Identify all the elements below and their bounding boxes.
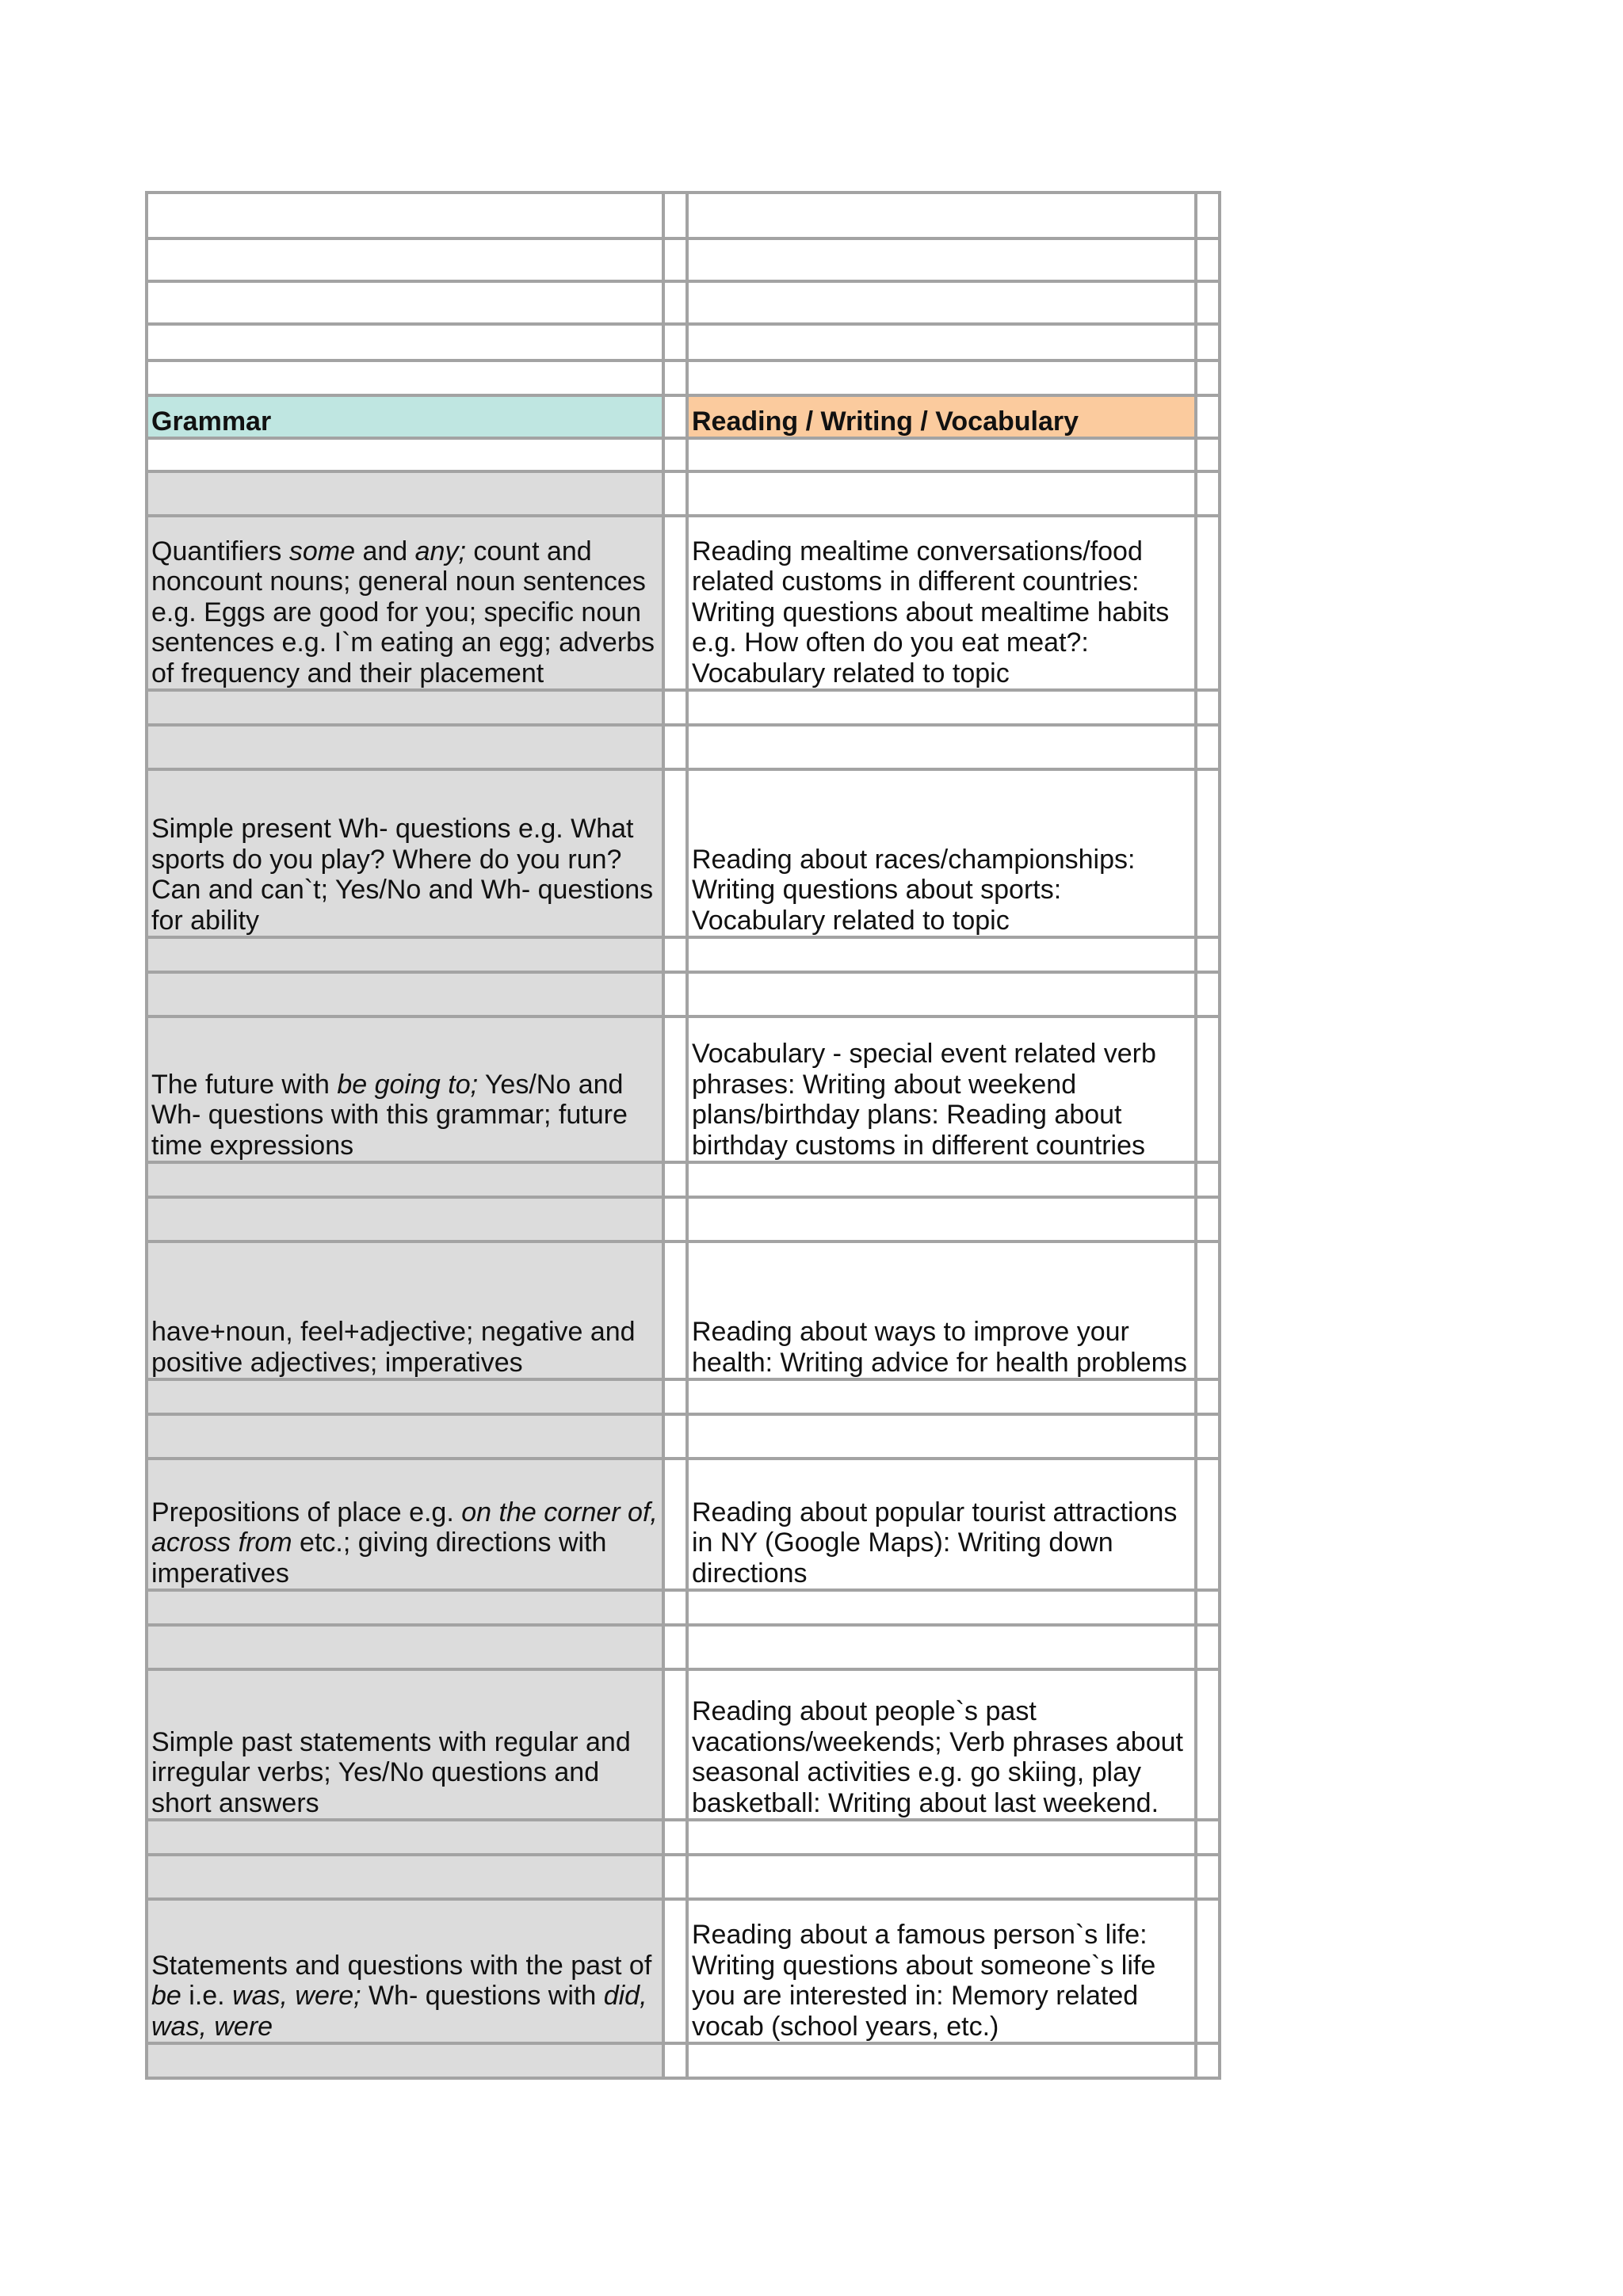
- spacer-cell[interactable]: [1196, 1197, 1220, 1241]
- reading-cell[interactable]: [687, 769, 1196, 937]
- spacer-cell[interactable]: [663, 1241, 687, 1379]
- reading-text: Reading mealtime conversations/food related customs in different countries: Writing questions about mealtime habits e.g. How often do you eat meat?: Vocabulary related to topic: [692, 536, 1170, 688]
- reading-cell[interactable]: [687, 972, 1196, 1016]
- reading-cell[interactable]: [687, 1241, 1196, 1379]
- reading-cell[interactable]: [687, 1669, 1196, 1820]
- separator-row: [147, 1820, 1220, 1855]
- reading-cell[interactable]: [687, 1855, 1196, 1899]
- unit-row: [147, 1669, 1220, 1820]
- grammar-cell[interactable]: [147, 1625, 663, 1669]
- reading-cell[interactable]: [687, 360, 1196, 395]
- separator-row: [147, 471, 1220, 516]
- reading-cell[interactable]: [687, 193, 1196, 238]
- spacer-cell[interactable]: [1196, 193, 1220, 238]
- grammar-text-segment: The future with: [151, 1069, 338, 1100]
- grammar-text-segment: be: [151, 1981, 181, 2011]
- grammar-text-segment: etc.; giving directions with imperatives: [151, 1527, 607, 1589]
- spacer-cell[interactable]: [1196, 471, 1220, 516]
- spacer-cell[interactable]: [1196, 769, 1220, 937]
- reading-cell[interactable]: [687, 1820, 1196, 1855]
- spacer-cell[interactable]: [663, 769, 687, 937]
- spacer-cell[interactable]: [1196, 516, 1220, 690]
- spacer-cell[interactable]: [663, 1459, 687, 1590]
- spacer-cell[interactable]: [1196, 1899, 1220, 2043]
- spacer-cell[interactable]: [663, 1820, 687, 1855]
- grammar-cell[interactable]: [147, 281, 663, 324]
- spacer-cell[interactable]: [663, 1197, 687, 1241]
- spacer-cell[interactable]: [1196, 238, 1220, 281]
- grammar-cell[interactable]: [147, 438, 663, 471]
- reading-cell[interactable]: [687, 516, 1196, 690]
- spacer-cell[interactable]: [1196, 1820, 1220, 1855]
- reading-cell[interactable]: [687, 2043, 1196, 2078]
- separator-row: [147, 1414, 1220, 1459]
- grammar-text-segment: Quantifiers: [151, 536, 289, 566]
- spacer-cell[interactable]: [1196, 1379, 1220, 1414]
- grammar-text-segment: Statements and questions with the past of: [151, 1950, 652, 1981]
- spacer-cell[interactable]: [1196, 1459, 1220, 1590]
- reading-header[interactable]: Reading / Writing / Vocabulary: [687, 395, 1196, 438]
- empty-row: [147, 238, 1220, 281]
- grammar-cell[interactable]: [147, 1855, 663, 1899]
- reading-text: Vocabulary - special event related verb phrases: Writing about weekend plans/birthday plans: Reading about birthday customs in different countries: [692, 1039, 1156, 1161]
- spacer-cell[interactable]: [663, 1590, 687, 1625]
- empty-row: [147, 360, 1220, 395]
- grammar-cell[interactable]: [147, 1241, 663, 1379]
- table-body: [147, 193, 1220, 2078]
- spacer-cell[interactable]: [1196, 1241, 1220, 1379]
- spacer-cell[interactable]: [1196, 2043, 1220, 2078]
- spacer-cell[interactable]: [1196, 1669, 1220, 1820]
- reading-cell[interactable]: [687, 471, 1196, 516]
- course-table: [145, 191, 1221, 2080]
- spacer-cell[interactable]: [663, 2043, 687, 2078]
- grammar-cell[interactable]: [147, 238, 663, 281]
- grammar-cell[interactable]: [147, 972, 663, 1016]
- reading-text: Reading about a famous person`s life: Writing questions about someone`s life you are interested in: Memory related vocab (school years, etc.): [692, 1920, 1156, 2042]
- separator-row: [147, 972, 1220, 1016]
- reading-cell[interactable]: [687, 438, 1196, 471]
- grammar-text-segment: Prepositions of place e.g.: [151, 1497, 462, 1527]
- grammar-cell[interactable]: [147, 1162, 663, 1197]
- spacer-cell[interactable]: [1196, 438, 1220, 471]
- reading-cell[interactable]: [687, 725, 1196, 769]
- grammar-cell[interactable]: [147, 516, 663, 690]
- grammar-text-segment: on the corner of, across from: [151, 1497, 658, 1558]
- separator-row: [147, 1379, 1220, 1414]
- spacer-cell[interactable]: [1196, 360, 1220, 395]
- spacer-cell[interactable]: [663, 193, 687, 238]
- empty-row: [147, 193, 1220, 238]
- reading-cell[interactable]: [687, 690, 1196, 725]
- spacer-cell[interactable]: [1196, 1590, 1220, 1625]
- reading-text: Reading about races/championships: Writing questions about sports: Vocabulary related to topic: [692, 844, 1136, 936]
- separator-row: [147, 1855, 1220, 1899]
- separator-row: [147, 937, 1220, 972]
- grammar-cell[interactable]: [147, 725, 663, 769]
- separator-row: [147, 1590, 1220, 1625]
- grammar-cell[interactable]: [147, 471, 663, 516]
- grammar-text-segment: was, were;: [232, 1981, 361, 2011]
- grammar-text-segment: Simple past statements with regular and irregular verbs; Yes/No questions and short answers: [151, 1726, 631, 1818]
- grammar-cell[interactable]: [147, 1016, 663, 1162]
- reading-text: Reading about popular tourist attractions in NY (Google Maps): Writing down directions: [692, 1497, 1178, 1589]
- spacer-cell[interactable]: [663, 324, 687, 360]
- spacer-cell[interactable]: [1196, 324, 1220, 360]
- unit-row: [147, 1899, 1220, 2043]
- spacer-cell[interactable]: [663, 1625, 687, 1669]
- header-row: [147, 395, 1220, 438]
- spacer-cell[interactable]: [663, 395, 687, 438]
- grammar-text-segment: and: [355, 536, 415, 566]
- spacer-cell[interactable]: [663, 1414, 687, 1459]
- separator-row: [147, 690, 1220, 725]
- reading-cell[interactable]: [687, 1625, 1196, 1669]
- grammar-text-segment: did, was, were: [151, 1981, 647, 2042]
- empty-row: [147, 438, 1220, 471]
- spacer-cell[interactable]: [663, 690, 687, 725]
- separator-row: [147, 2043, 1220, 2078]
- separator-row: [147, 1625, 1220, 1669]
- grammar-cell[interactable]: [147, 1459, 663, 1590]
- grammar-cell[interactable]: [147, 769, 663, 937]
- grammar-cell[interactable]: [147, 193, 663, 238]
- reading-cell[interactable]: [687, 1590, 1196, 1625]
- reading-cell[interactable]: [687, 1379, 1196, 1414]
- empty-row: [147, 281, 1220, 324]
- reading-cell[interactable]: [687, 1197, 1196, 1241]
- spacer-cell[interactable]: [663, 360, 687, 395]
- spacer-cell[interactable]: [663, 725, 687, 769]
- spacer-cell[interactable]: [663, 972, 687, 1016]
- spacer-cell[interactable]: [1196, 725, 1220, 769]
- unit-row: [147, 1459, 1220, 1590]
- unit-row: [147, 1016, 1220, 1162]
- grammar-cell[interactable]: [147, 690, 663, 725]
- reading-text: Reading about ways to improve your health: Writing advice for health problems: [692, 1317, 1187, 1378]
- spacer-cell[interactable]: [1196, 937, 1220, 972]
- spacer-cell[interactable]: [663, 238, 687, 281]
- spacer-cell[interactable]: [663, 281, 687, 324]
- grammar-cell[interactable]: [147, 324, 663, 360]
- grammar-text-segment: any;: [414, 536, 466, 566]
- spacer-cell[interactable]: [663, 471, 687, 516]
- spacer-cell[interactable]: [663, 1379, 687, 1414]
- separator-row: [147, 1197, 1220, 1241]
- reading-text: Reading about people`s past vacations/weekends; Verb phrases about seasonal activities e.g. go skiing, play basketball: Writing about last weekend.: [692, 1696, 1183, 1818]
- spacer-cell[interactable]: [663, 1016, 687, 1162]
- grammar-cell[interactable]: [147, 360, 663, 395]
- grammar-text-segment: be going to;: [337, 1069, 479, 1100]
- spacer-cell[interactable]: [1196, 1625, 1220, 1669]
- spacer-cell[interactable]: [663, 1162, 687, 1197]
- grammar-text-segment: some: [288, 536, 355, 566]
- grammar-cell[interactable]: [147, 2043, 663, 2078]
- reading-cell[interactable]: [687, 1162, 1196, 1197]
- grammar-cell[interactable]: [147, 937, 663, 972]
- reading-cell[interactable]: [687, 1899, 1196, 2043]
- separator-row: [147, 1162, 1220, 1197]
- spacer-cell[interactable]: [663, 1855, 687, 1899]
- grammar-text-segment: Yes/No and Wh- questions with this grammar; future time expressions: [151, 1069, 628, 1161]
- reading-cell[interactable]: [687, 281, 1196, 324]
- grammar-text-segment: Wh- questions with: [361, 1981, 604, 2011]
- grammar-header[interactable]: Grammar: [147, 395, 663, 438]
- spacer-cell[interactable]: [1196, 281, 1220, 324]
- spacer-cell[interactable]: [663, 937, 687, 972]
- reading-cell[interactable]: [687, 324, 1196, 360]
- spacer-cell[interactable]: [1196, 395, 1220, 438]
- spacer-cell[interactable]: [663, 1899, 687, 2043]
- spacer-cell[interactable]: [663, 438, 687, 471]
- grammar-cell[interactable]: [147, 1669, 663, 1820]
- reading-cell[interactable]: [687, 1459, 1196, 1590]
- separator-row: [147, 725, 1220, 769]
- reading-cell[interactable]: [687, 937, 1196, 972]
- grammar-cell[interactable]: [147, 1379, 663, 1414]
- spacer-cell[interactable]: [1196, 972, 1220, 1016]
- empty-row: [147, 324, 1220, 360]
- spacer-cell[interactable]: [1196, 690, 1220, 725]
- spacer-cell[interactable]: [663, 516, 687, 690]
- grammar-text-segment: Simple present Wh- questions e.g. What sports do you play? Where do you run? Can and can`t; Yes/No and Wh- questions for ability: [151, 814, 654, 936]
- grammar-text-segment: i.e.: [181, 1981, 233, 2011]
- spacer-cell[interactable]: [1196, 1414, 1220, 1459]
- grammar-cell[interactable]: [147, 1414, 663, 1459]
- grammar-text-segment: count and noncount nouns; general noun sentences e.g. Eggs are good for you; specific noun sentences e.g. I`m eating an egg; adverbs of frequency and their placement: [151, 536, 655, 688]
- grammar-cell[interactable]: [147, 1899, 663, 2043]
- spacer-cell[interactable]: [1196, 1162, 1220, 1197]
- grammar-cell[interactable]: [147, 1197, 663, 1241]
- spacer-cell[interactable]: [1196, 1855, 1220, 1899]
- reading-cell[interactable]: [687, 1414, 1196, 1459]
- grammar-text-segment: have+noun, feel+adjective; negative and positive adjectives; imperatives: [151, 1317, 636, 1378]
- reading-cell[interactable]: [687, 1016, 1196, 1162]
- unit-row: [147, 1241, 1220, 1379]
- unit-row: [147, 769, 1220, 937]
- reading-cell[interactable]: [687, 238, 1196, 281]
- spacer-cell[interactable]: [663, 1669, 687, 1820]
- grammar-cell[interactable]: [147, 1590, 663, 1625]
- unit-row: [147, 516, 1220, 690]
- grammar-cell[interactable]: [147, 1820, 663, 1855]
- spacer-cell[interactable]: [1196, 1016, 1220, 1162]
